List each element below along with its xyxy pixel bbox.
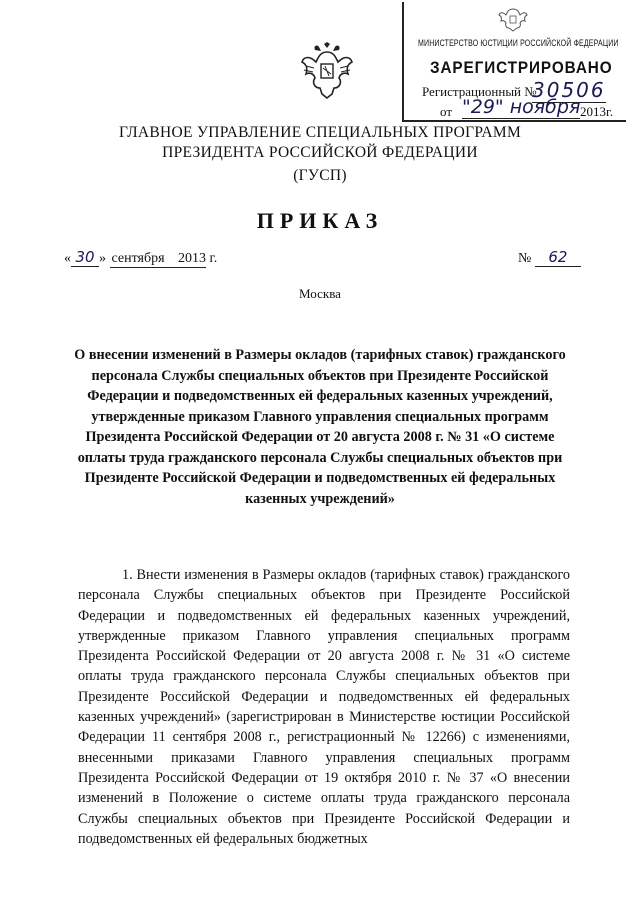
stamp-ministry: МИНИСТЕРСТВО ЮСТИЦИИ РОССИЙСКОЙ ФЕДЕРАЦИИ	[418, 38, 619, 48]
document-type: ПРИКАЗ	[256, 208, 384, 233]
body-paragraph: 1. Внести изменения в Размеры окладов (тарифных ставок) гражданского персонала Службы специальных объектов при Президенте Российской Федерации и подведомственных ей федеральных казенных учреждений, утвержденные приказом Главного управления специальных программ Президента Российской Федерации от 20 августа 2008 г. № 31 «О системе оплаты труда гражданского персонала Службы специальных объектов при Президенте Российской Федерации и подведомственных ей федеральных казенных учреждений» (зарегистрирован в Министерстве юстиции Российской Федерации 11 сентября 2008 г., регистрационный № 12266) с изменениями, внесенными приказами Главного управления специальных программ Президента Российской Федерации от 19 октября 2010 г. № 37 «О внесении изменений в Положение о системе оплаты труда гражданского персонала Службы специальных объектов при Президенте Российской Федерации и подведомственных ей федеральных бюджетных	[78, 567, 570, 847]
order-number-label: №	[518, 251, 532, 266]
header-abbreviation: (ГУСП)	[293, 167, 347, 184]
coat-of-arms-icon	[498, 6, 528, 32]
order-month: сентября	[111, 251, 165, 266]
order-number	[518, 248, 581, 267]
order-year-unit: г.	[209, 251, 218, 266]
registration-stamp	[402, 2, 626, 122]
city: Москва	[299, 286, 341, 301]
order-date	[64, 248, 217, 268]
stamp-date-year: 2013г.	[580, 104, 614, 119]
document-title: О внесении изменений в Размеры окладов (тарифных ставок) гражданского персонала Службы специальных объектов при Президенте Российской Федерации и подведомственных ей федеральных казенных учреждений, утвержденные приказом Главного управления специальных программ Президента Российской Федерации от 20 августа 2008 г. № 31 «О системе оплаты труда гражданского персонала Службы специальных объектов при Президенте Российской Федерации и подведомственных ей федеральных казенных учреждений»	[74, 347, 566, 507]
order-year-suffix: 13	[192, 251, 207, 266]
header-organization-line2: ПРЕЗИДЕНТА РОССИЙСКОЙ ФЕДЕРАЦИИ	[162, 144, 478, 161]
stamp-date-handwritten: "29" ноября	[462, 96, 581, 118]
date-quote-close: »	[99, 251, 106, 266]
stamp-date-prefix: от	[440, 104, 453, 119]
order-day: 30	[71, 248, 99, 267]
stamp-regnum-value: 30506	[532, 78, 606, 102]
order-number-value: 62	[535, 248, 581, 267]
coat-of-arms-icon	[300, 42, 354, 100]
stamp-regnum-label: Регистрационный №	[422, 84, 537, 99]
stamp-registered: ЗАРЕГИСТРИРОВАНО	[430, 58, 613, 77]
date-quote-open: «	[64, 251, 71, 266]
header-organization-line1: ГЛАВНОЕ УПРАВЛЕНИЕ СПЕЦИАЛЬНЫХ ПРОГРАММ	[118, 124, 522, 141]
order-year-prefix: 20	[178, 251, 193, 266]
